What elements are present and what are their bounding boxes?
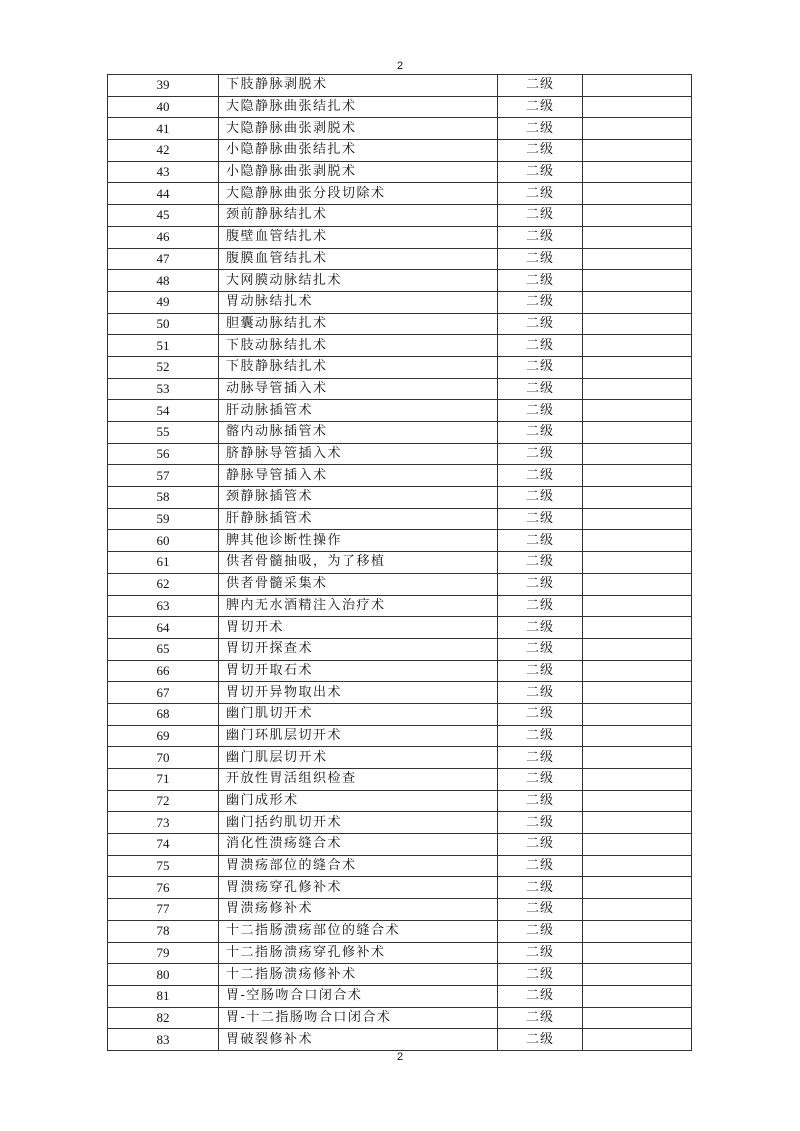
table-row [108,920,692,942]
procedure-name: 大隐静脉曲张分段切除术 [219,183,498,205]
row-number: 66 [108,660,219,682]
table-row [108,487,692,509]
row-number: 68 [108,703,219,725]
table-row [108,465,692,487]
row-number: 45 [108,205,219,227]
table-row [108,899,692,921]
row-number: 73 [108,812,219,834]
procedure-name: 动脉导管插入术 [219,378,498,400]
table-row [108,790,692,812]
note-cell [583,530,692,552]
table-row [108,660,692,682]
note-cell [583,595,692,617]
note-cell [583,140,692,162]
procedure-name: 幽门肌层切开术 [219,747,498,769]
note-cell [583,313,692,335]
procedure-name: 幽门成形术 [219,790,498,812]
row-number: 43 [108,161,219,183]
procedure-name: 胃溃疡修补术 [219,899,498,921]
procedure-name: 十二指肠溃疡修补术 [219,964,498,986]
procedure-name: 十二指肠溃疡穿孔修补术 [219,942,498,964]
procedure-name: 腹壁血管结扎术 [219,226,498,248]
procedure-level: 二级 [498,660,583,682]
procedure-level: 二级 [498,769,583,791]
procedure-level: 二级 [498,96,583,118]
row-number: 53 [108,378,219,400]
procedure-name: 大隐静脉曲张剥脱术 [219,118,498,140]
row-number: 46 [108,226,219,248]
note-cell [583,660,692,682]
procedure-level: 二级 [498,140,583,162]
table-row [108,725,692,747]
note-cell [583,96,692,118]
note-cell [583,964,692,986]
row-number: 60 [108,530,219,552]
procedure-name: 大隐静脉曲张结扎术 [219,96,498,118]
note-cell [583,422,692,444]
note-cell [583,747,692,769]
note-cell [583,769,692,791]
note-cell [583,226,692,248]
table-row [108,248,692,270]
procedure-name: 脐静脉导管插入术 [219,443,498,465]
table-row [108,747,692,769]
procedure-name: 幽门环肌层切开术 [219,725,498,747]
procedure-name: 胃破裂修补术 [219,1029,498,1051]
note-cell [583,725,692,747]
procedure-name: 下肢静脉剥脱术 [219,75,498,97]
procedure-name: 静脉导管插入术 [219,465,498,487]
procedure-level: 二级 [498,118,583,140]
note-cell [583,291,692,313]
procedure-level: 二级 [498,595,583,617]
procedure-name: 胃切开术 [219,617,498,639]
note-cell [583,703,692,725]
row-number: 56 [108,443,219,465]
row-number: 54 [108,400,219,422]
table-row [108,140,692,162]
note-cell [583,465,692,487]
procedure-level: 二级 [498,617,583,639]
row-number: 62 [108,573,219,595]
procedure-level: 二级 [498,378,583,400]
row-number: 40 [108,96,219,118]
table-row [108,638,692,660]
procedure-name: 脾内无水酒精注入治疗术 [219,595,498,617]
row-number: 79 [108,942,219,964]
note-cell [583,1007,692,1029]
row-number: 49 [108,291,219,313]
procedure-name: 肝动脉插管术 [219,400,498,422]
procedure-name: 供者骨髓采集术 [219,573,498,595]
procedure-level: 二级 [498,703,583,725]
procedure-name: 消化性溃疡缝合术 [219,834,498,856]
row-number: 69 [108,725,219,747]
row-number: 83 [108,1029,219,1051]
row-number: 47 [108,248,219,270]
note-cell [583,573,692,595]
procedure-level: 二级 [498,899,583,921]
procedure-level: 二级 [498,552,583,574]
procedure-level: 二级 [498,161,583,183]
procedure-name: 胃溃疡穿孔修补术 [219,877,498,899]
note-cell [583,270,692,292]
procedure-name: 胃动脉结扎术 [219,291,498,313]
table-row [108,855,692,877]
table-row [108,291,692,313]
procedure-name: 幽门肌切开术 [219,703,498,725]
note-cell [583,205,692,227]
row-number: 52 [108,356,219,378]
table-row [108,96,692,118]
procedure-level: 二级 [498,313,583,335]
procedure-name: 腹膜血管结扎术 [219,248,498,270]
table-row [108,75,692,97]
note-cell [583,552,692,574]
row-number: 77 [108,899,219,921]
table-row [108,400,692,422]
table-row [108,682,692,704]
row-number: 71 [108,769,219,791]
table-row [108,226,692,248]
table-row [108,942,692,964]
procedure-level: 二级 [498,920,583,942]
procedure-level: 二级 [498,487,583,509]
table-row [108,378,692,400]
procedure-level: 二级 [498,747,583,769]
table-row [108,118,692,140]
procedure-level: 二级 [498,270,583,292]
procedure-level: 二级 [498,942,583,964]
note-cell [583,617,692,639]
procedure-level: 二级 [498,400,583,422]
row-number: 78 [108,920,219,942]
table-row [108,573,692,595]
table-row [108,985,692,1007]
note-cell [583,75,692,97]
row-number: 42 [108,140,219,162]
procedure-table [107,74,692,1051]
note-cell [583,508,692,530]
table-row [108,703,692,725]
table-row [108,1007,692,1029]
procedure-level: 二级 [498,964,583,986]
procedure-level: 二级 [498,790,583,812]
row-number: 82 [108,1007,219,1029]
procedure-level: 二级 [498,812,583,834]
table-row [108,205,692,227]
note-cell [583,682,692,704]
procedure-name: 大网膜动脉结扎术 [219,270,498,292]
row-number: 44 [108,183,219,205]
procedure-name: 胃切开取石术 [219,660,498,682]
procedure-level: 二级 [498,855,583,877]
note-cell [583,790,692,812]
procedure-level: 二级 [498,834,583,856]
procedure-level: 二级 [498,530,583,552]
table-row [108,422,692,444]
note-cell [583,920,692,942]
procedure-level: 二级 [498,1007,583,1029]
row-number: 76 [108,877,219,899]
procedure-name: 开放性胃活组织检查 [219,769,498,791]
procedure-name: 脾其他诊断性操作 [219,530,498,552]
procedure-name: 下肢静脉结扎术 [219,356,498,378]
procedure-name: 幽门括约肌切开术 [219,812,498,834]
table-row [108,161,692,183]
procedure-level: 二级 [498,356,583,378]
table-row [108,183,692,205]
note-cell [583,335,692,357]
procedure-level: 二级 [498,75,583,97]
procedure-name: 颈静脉插管术 [219,487,498,509]
note-cell [583,161,692,183]
note-cell [583,118,692,140]
procedure-level: 二级 [498,291,583,313]
note-cell [583,855,692,877]
table-row [108,356,692,378]
procedure-level: 二级 [498,205,583,227]
procedure-name: 胃溃疡部位的缝合术 [219,855,498,877]
row-number: 80 [108,964,219,986]
row-number: 81 [108,985,219,1007]
procedure-name: 髂内动脉插管术 [219,422,498,444]
procedure-level: 二级 [498,1029,583,1051]
note-cell [583,183,692,205]
procedure-level: 二级 [498,508,583,530]
row-number: 74 [108,834,219,856]
note-cell [583,443,692,465]
procedure-name: 小隐静脉曲张剥脱术 [219,161,498,183]
table-row [108,617,692,639]
procedure-name: 胆囊动脉结扎术 [219,313,498,335]
table-row [108,1029,692,1051]
note-cell [583,356,692,378]
procedure-level: 二级 [498,725,583,747]
table-row [108,812,692,834]
note-cell [583,248,692,270]
page-number-footer: 2 [396,1051,404,1063]
procedure-name: 肝静脉插管术 [219,508,498,530]
procedure-level: 二级 [498,422,583,444]
procedure-name: 十二指肠溃疡部位的缝合术 [219,920,498,942]
table-row [108,552,692,574]
table-row [108,313,692,335]
note-cell [583,812,692,834]
table-row [108,335,692,357]
row-number: 55 [108,422,219,444]
row-number: 39 [108,75,219,97]
row-number: 72 [108,790,219,812]
procedure-level: 二级 [498,877,583,899]
table-row [108,834,692,856]
table-row [108,530,692,552]
row-number: 65 [108,638,219,660]
table-row [108,964,692,986]
note-cell [583,487,692,509]
table-row [108,443,692,465]
row-number: 58 [108,487,219,509]
row-number: 57 [108,465,219,487]
note-cell [583,378,692,400]
procedure-level: 二级 [498,985,583,1007]
row-number: 41 [108,118,219,140]
procedure-level: 二级 [498,573,583,595]
row-number: 67 [108,682,219,704]
procedure-name: 供者骨髓抽吸，为了移植 [219,552,498,574]
procedure-level: 二级 [498,335,583,357]
procedure-level: 二级 [498,226,583,248]
procedure-name: 小隐静脉曲张结扎术 [219,140,498,162]
row-number: 59 [108,508,219,530]
procedure-name: 胃-空肠吻合口闭合术 [219,985,498,1007]
row-number: 48 [108,270,219,292]
procedure-level: 二级 [498,682,583,704]
row-number: 63 [108,595,219,617]
row-number: 75 [108,855,219,877]
row-number: 51 [108,335,219,357]
page-number-header: 2 [396,60,404,72]
table-row [108,877,692,899]
procedure-level: 二级 [498,183,583,205]
note-cell [583,899,692,921]
table-row [108,769,692,791]
procedure-level: 二级 [498,465,583,487]
row-number: 61 [108,552,219,574]
note-cell [583,400,692,422]
note-cell [583,942,692,964]
note-cell [583,985,692,1007]
procedure-name: 胃切开探查术 [219,638,498,660]
table-row [108,508,692,530]
note-cell [583,834,692,856]
note-cell [583,638,692,660]
table-row [108,595,692,617]
note-cell [583,877,692,899]
row-number: 50 [108,313,219,335]
row-number: 64 [108,617,219,639]
procedure-name: 胃-十二指肠吻合口闭合术 [219,1007,498,1029]
procedure-name: 下肢动脉结扎术 [219,335,498,357]
note-cell [583,1029,692,1051]
procedure-level: 二级 [498,248,583,270]
procedure-level: 二级 [498,638,583,660]
table-row [108,270,692,292]
row-number: 70 [108,747,219,769]
procedure-name: 颈前静脉结扎术 [219,205,498,227]
procedure-name: 胃切开异物取出术 [219,682,498,704]
procedure-level: 二级 [498,443,583,465]
